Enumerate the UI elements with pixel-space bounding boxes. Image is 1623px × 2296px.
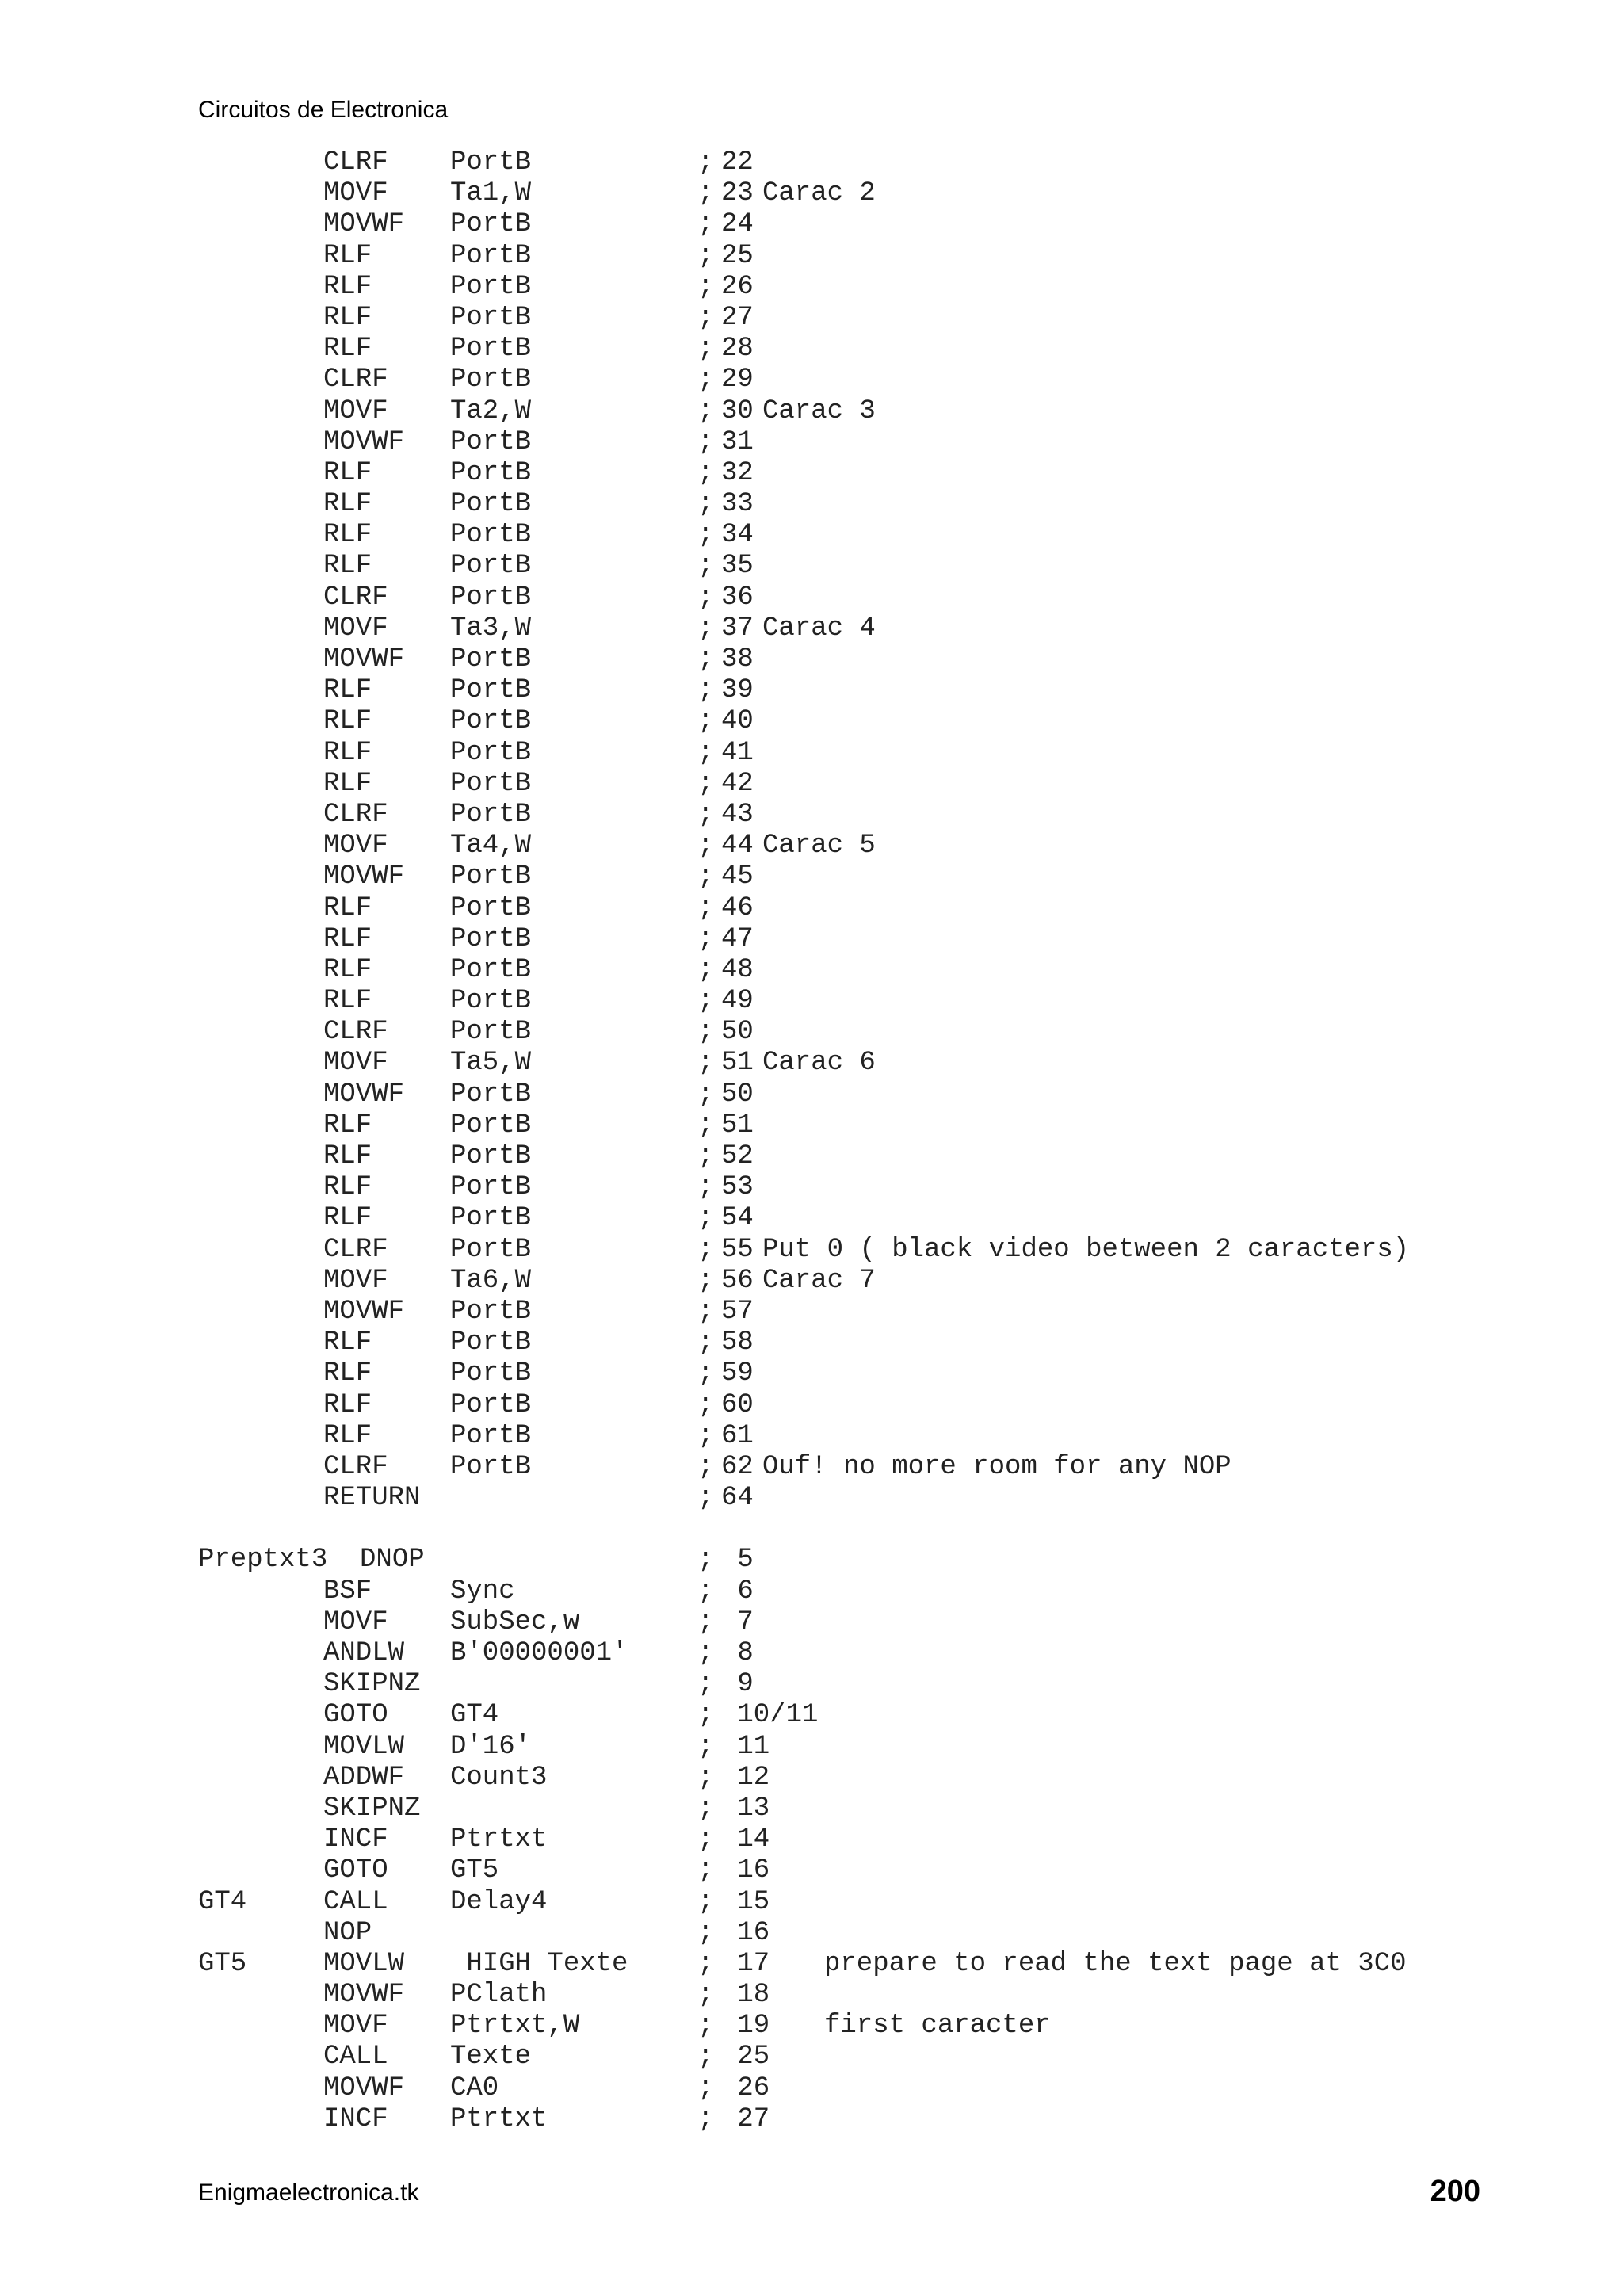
code-operand: HIGH Texte: [450, 1948, 628, 1979]
code-comment-marker: ;: [697, 1638, 714, 1668]
code-comment: Carac 6: [762, 1048, 876, 1079]
code-opcode: ADDWF: [323, 1762, 405, 1793]
code-comment-marker: ;: [697, 1296, 714, 1327]
code-comment-marker: ;: [697, 613, 714, 644]
code-comment-marker: ;: [697, 799, 714, 830]
code-opcode: CLRF: [323, 1451, 388, 1482]
code-opcode: CLRF: [323, 582, 388, 613]
code-opcode: RLF: [323, 675, 372, 706]
code-operand: PortB: [450, 457, 532, 488]
code-comment-marker: ;: [697, 2073, 714, 2103]
code-cycle-count: 26: [721, 2073, 770, 2103]
code-cycle-count: 49: [721, 986, 754, 1017]
code-cycle-count: 5: [721, 1545, 754, 1576]
code-operand: PortB: [450, 986, 532, 1017]
code-cycle-count: 17: [721, 1948, 770, 1979]
code-comment-marker: ;: [697, 1203, 714, 1234]
code-comment: Carac 4: [762, 613, 876, 644]
code-comment-marker: ;: [697, 706, 714, 737]
code-comment: first caracter: [824, 2011, 1051, 2042]
code-cycle-count: 23: [721, 178, 754, 209]
code-comment-marker: ;: [697, 1328, 714, 1358]
code-cycle-count: 46: [721, 892, 754, 923]
code-operand: PortB: [450, 768, 532, 799]
code-comment: Put 0 ( black video between 2 caracters): [762, 1234, 1410, 1265]
code-comment-marker: ;: [697, 1420, 714, 1451]
code-opcode: CALL: [323, 1886, 388, 1917]
code-opcode: MOVWF: [323, 2073, 405, 2103]
code-opcode: RLF: [323, 240, 372, 271]
code-opcode: MOVWF: [323, 644, 405, 674]
code-cycle-count: 18: [721, 1980, 770, 2011]
code-comment-marker: ;: [697, 2011, 714, 2042]
code-opcode: CLRF: [323, 799, 388, 830]
code-label: GT4: [198, 1886, 247, 1917]
code-operand: GT5: [450, 1855, 499, 1886]
code-opcode: MOVF: [323, 2011, 388, 2042]
code-opcode: SKIPNZ: [323, 1669, 421, 1700]
code-operand: PortB: [450, 240, 532, 271]
code-opcode: RLF: [323, 1420, 372, 1451]
code-opcode: RLF: [323, 954, 372, 985]
code-label: Preptxt3 DNOP: [198, 1545, 425, 1576]
code-comment-marker: ;: [697, 1545, 714, 1576]
code-comment-marker: ;: [697, 1234, 714, 1265]
code-cycle-count: 44: [721, 831, 754, 861]
code-comment-marker: ;: [697, 1017, 714, 1048]
code-opcode: MOVLW: [323, 1948, 405, 1979]
code-comment: Carac 2: [762, 178, 876, 209]
code-comment-marker: ;: [697, 1265, 714, 1296]
code-opcode: RLF: [323, 1203, 372, 1234]
code-cycle-count: 25: [721, 240, 754, 271]
code-comment: Carac 3: [762, 395, 876, 426]
code-operand: CA0: [450, 2073, 499, 2103]
code-cycle-count: 24: [721, 209, 754, 240]
code-operand: PortB: [450, 147, 532, 178]
page-header: Circuitos de Electronica: [198, 97, 449, 123]
code-cycle-count: 61: [721, 1420, 754, 1451]
code-comment-marker: ;: [697, 1576, 714, 1606]
code-operand: PortB: [450, 892, 532, 923]
code-opcode: MOVWF: [323, 1079, 405, 1110]
code-comment-marker: ;: [697, 489, 714, 520]
code-opcode: MOVF: [323, 178, 388, 209]
code-cycle-count: 34: [721, 520, 754, 551]
code-operand: PortB: [450, 489, 532, 520]
code-cycle-count: 16: [721, 1917, 770, 1948]
code-opcode: RLF: [323, 1328, 372, 1358]
code-operand: Texte: [450, 2042, 532, 2073]
code-opcode: NOP: [323, 1917, 372, 1948]
code-operand: PortB: [450, 1451, 532, 1482]
code-comment-marker: ;: [697, 1141, 714, 1171]
code-cycle-count: 13: [721, 1793, 770, 1824]
code-operand: PortB: [450, 644, 532, 674]
code-opcode: RLF: [323, 334, 372, 365]
code-comment: Ouf! no more room for any NOP: [762, 1451, 1232, 1482]
code-operand: Count3: [450, 1762, 548, 1793]
code-comment-marker: ;: [697, 1048, 714, 1079]
code-comment-marker: ;: [697, 1762, 714, 1793]
code-operand: PortB: [450, 365, 532, 395]
code-comment-marker: ;: [697, 271, 714, 302]
code-opcode: RLF: [323, 1172, 372, 1203]
code-comment-marker: ;: [697, 178, 714, 209]
code-comment-marker: ;: [697, 2103, 714, 2134]
code-comment-marker: ;: [697, 1824, 714, 1855]
code-operand: B'00000001': [450, 1638, 628, 1668]
code-opcode: RLF: [323, 986, 372, 1017]
code-comment-marker: ;: [697, 365, 714, 395]
code-comment-marker: ;: [697, 1855, 714, 1886]
code-comment-marker: ;: [697, 986, 714, 1017]
code-opcode: MOVF: [323, 395, 388, 426]
code-opcode: RLF: [323, 1358, 372, 1389]
code-operand: PortB: [450, 1420, 532, 1451]
code-opcode: RLF: [323, 923, 372, 954]
code-comment-marker: ;: [697, 675, 714, 706]
code-opcode: RLF: [323, 706, 372, 737]
code-operand: Ptrtxt,W: [450, 2011, 580, 2042]
code-comment-marker: ;: [697, 147, 714, 178]
code-cycle-count: 60: [721, 1389, 754, 1420]
code-opcode: SKIPNZ: [323, 1793, 421, 1824]
code-cycle-count: 51: [721, 1110, 754, 1140]
code-cycle-count: 22: [721, 147, 754, 178]
code-opcode: CALL: [323, 2042, 388, 2073]
code-operand: PortB: [450, 1017, 532, 1048]
code-cycle-count: 11: [721, 1731, 770, 1762]
code-opcode: MOVF: [323, 613, 388, 644]
code-cycle-count: 16: [721, 1855, 770, 1886]
footer-site: Enigmaelectronica.tk: [198, 2179, 419, 2206]
code-comment-marker: ;: [697, 551, 714, 582]
code-cycle-count: 54: [721, 1203, 754, 1234]
code-operand: Ptrtxt: [450, 1824, 548, 1855]
code-opcode: RLF: [323, 1110, 372, 1140]
code-cycle-count: 48: [721, 954, 754, 985]
code-operand: PortB: [450, 1203, 532, 1234]
code-operand: PortB: [450, 271, 532, 302]
code-opcode: RLF: [323, 489, 372, 520]
code-comment-marker: ;: [697, 1700, 714, 1731]
code-comment-marker: ;: [697, 302, 714, 333]
code-cycle-count: 45: [721, 861, 754, 892]
code-cycle-count: 28: [721, 334, 754, 365]
code-cycle-count: 15: [721, 1886, 770, 1917]
code-comment-marker: ;: [697, 768, 714, 799]
code-comment-marker: ;: [697, 395, 714, 426]
code-operand: Ta1,W: [450, 178, 532, 209]
code-cycle-count: 38: [721, 644, 754, 674]
code-opcode: RLF: [323, 1389, 372, 1420]
code-opcode: MOVWF: [323, 1980, 405, 2011]
code-cycle-count: 41: [721, 737, 754, 768]
code-operand: Delay4: [450, 1886, 548, 1917]
code-operand: D'16': [450, 1731, 532, 1762]
code-operand: PortB: [450, 520, 532, 551]
code-operand: PortB: [450, 675, 532, 706]
code-cycle-count: 36: [721, 582, 754, 613]
code-cycle-count: 43: [721, 799, 754, 830]
code-comment-marker: ;: [697, 1110, 714, 1140]
code-comment-marker: ;: [697, 1731, 714, 1762]
code-cycle-count: 27: [721, 302, 754, 333]
code-operand: PortB: [450, 551, 532, 582]
code-cycle-count: 33: [721, 489, 754, 520]
code-opcode: RLF: [323, 551, 372, 582]
code-cycle-count: 39: [721, 675, 754, 706]
code-cycle-count: 52: [721, 1141, 754, 1171]
code-cycle-count: 55: [721, 1234, 754, 1265]
code-opcode: RLF: [323, 1141, 372, 1171]
code-opcode: CLRF: [323, 147, 388, 178]
code-opcode: RLF: [323, 271, 372, 302]
code-cycle-count: 10/11: [721, 1700, 819, 1731]
code-opcode: RLF: [323, 302, 372, 333]
code-operand: SubSec,w: [450, 1606, 580, 1637]
code-comment: Carac 7: [762, 1265, 876, 1296]
code-cycle-count: 25: [721, 2042, 770, 2073]
code-cycle-count: 26: [721, 271, 754, 302]
code-operand: Ptrtxt: [450, 2103, 548, 2134]
code-operand: PortB: [450, 799, 532, 830]
code-comment-marker: ;: [697, 831, 714, 861]
code-comment-marker: ;: [697, 1793, 714, 1824]
code-operand: PortB: [450, 706, 532, 737]
code-cycle-count: 29: [721, 365, 754, 395]
code-comment-marker: ;: [697, 1483, 714, 1514]
code-comment-marker: ;: [697, 1886, 714, 1917]
code-operand: PortB: [450, 954, 532, 985]
code-cycle-count: 56: [721, 1265, 754, 1296]
code-operand: Ta5,W: [450, 1048, 532, 1079]
code-comment-marker: ;: [697, 892, 714, 923]
code-opcode: MOVLW: [323, 1731, 405, 1762]
code-comment-marker: ;: [697, 1606, 714, 1637]
code-cycle-count: 42: [721, 768, 754, 799]
code-cycle-count: 6: [721, 1576, 754, 1606]
code-opcode: BSF: [323, 1576, 372, 1606]
code-cycle-count: 50: [721, 1079, 754, 1110]
code-operand: Ta3,W: [450, 613, 532, 644]
code-operand: PortB: [450, 861, 532, 892]
code-operand: PortB: [450, 1358, 532, 1389]
code-cycle-count: 40: [721, 706, 754, 737]
code-opcode: ANDLW: [323, 1638, 405, 1668]
code-opcode: MOVF: [323, 831, 388, 861]
code-opcode: RLF: [323, 457, 372, 488]
code-opcode: CLRF: [323, 1017, 388, 1048]
code-opcode: GOTO: [323, 1700, 388, 1731]
code-comment-marker: ;: [697, 334, 714, 365]
code-comment-marker: ;: [697, 1389, 714, 1420]
code-comment-marker: ;: [697, 1079, 714, 1110]
code-cycle-count: 9: [721, 1669, 754, 1700]
code-operand: PortB: [450, 426, 532, 457]
code-opcode: RLF: [323, 892, 372, 923]
code-label: GT5: [198, 1948, 247, 1979]
code-operand: PortB: [450, 1079, 532, 1110]
code-comment-marker: ;: [697, 2042, 714, 2073]
code-operand: PortB: [450, 1110, 532, 1140]
code-opcode: RLF: [323, 768, 372, 799]
code-opcode: CLRF: [323, 365, 388, 395]
code-opcode: MOVF: [323, 1048, 388, 1079]
code-operand: PortB: [450, 209, 532, 240]
code-cycle-count: 53: [721, 1172, 754, 1203]
code-operand: PortB: [450, 1296, 532, 1327]
code-opcode: INCF: [323, 1824, 388, 1855]
code-comment-marker: ;: [697, 737, 714, 768]
code-opcode: RLF: [323, 520, 372, 551]
code-operand: Ta6,W: [450, 1265, 532, 1296]
code-operand: PortB: [450, 302, 532, 333]
code-opcode: RETURN: [323, 1483, 421, 1514]
code-cycle-count: 27: [721, 2103, 770, 2134]
code-cycle-count: 59: [721, 1358, 754, 1389]
code-cycle-count: 12: [721, 1762, 770, 1793]
code-comment-marker: ;: [697, 426, 714, 457]
code-comment-marker: ;: [697, 520, 714, 551]
code-cycle-count: 19: [721, 2011, 770, 2042]
code-opcode: MOVF: [323, 1606, 388, 1637]
code-comment-marker: ;: [697, 1669, 714, 1700]
code-comment-marker: ;: [697, 240, 714, 271]
code-operand: PortB: [450, 1234, 532, 1265]
code-cycle-count: 47: [721, 923, 754, 954]
code-cycle-count: 14: [721, 1824, 770, 1855]
code-operand: PortB: [450, 1172, 532, 1203]
code-comment-marker: ;: [697, 1980, 714, 2011]
code-cycle-count: 32: [721, 457, 754, 488]
code-cycle-count: 37: [721, 613, 754, 644]
code-opcode: MOVF: [323, 1265, 388, 1296]
code-operand: Sync: [450, 1576, 515, 1606]
code-comment-marker: ;: [697, 457, 714, 488]
code-cycle-count: 35: [721, 551, 754, 582]
code-comment-marker: ;: [697, 582, 714, 613]
code-comment-marker: ;: [697, 209, 714, 240]
code-comment-marker: ;: [697, 1948, 714, 1979]
code-cycle-count: 58: [721, 1328, 754, 1358]
code-cycle-count: 51: [721, 1048, 754, 1079]
code-opcode: GOTO: [323, 1855, 388, 1886]
code-operand: PortB: [450, 923, 532, 954]
code-opcode: MOVWF: [323, 1296, 405, 1327]
code-comment: Carac 5: [762, 831, 876, 861]
code-operand: Ta2,W: [450, 395, 532, 426]
code-operand: PortB: [450, 737, 532, 768]
code-opcode: RLF: [323, 737, 372, 768]
code-comment-marker: ;: [697, 923, 714, 954]
code-operand: Ta4,W: [450, 831, 532, 861]
code-cycle-count: 30: [721, 395, 754, 426]
code-opcode: MOVWF: [323, 861, 405, 892]
code-operand: PortB: [450, 1141, 532, 1171]
code-operand: PortB: [450, 1389, 532, 1420]
code-operand: PortB: [450, 582, 532, 613]
code-operand: PortB: [450, 1328, 532, 1358]
code-cycle-count: 50: [721, 1017, 754, 1048]
code-comment-marker: ;: [697, 861, 714, 892]
code-comment-marker: ;: [697, 1451, 714, 1482]
code-comment-marker: ;: [697, 1917, 714, 1948]
code-cycle-count: 31: [721, 426, 754, 457]
code-operand: PortB: [450, 334, 532, 365]
code-operand: PClath: [450, 1980, 548, 2011]
code-cycle-count: 57: [721, 1296, 754, 1327]
code-comment-marker: ;: [697, 644, 714, 674]
code-opcode: MOVWF: [323, 426, 405, 457]
code-cycle-count: 62: [721, 1451, 754, 1482]
code-comment-marker: ;: [697, 954, 714, 985]
code-operand: GT4: [450, 1700, 499, 1731]
code-opcode: MOVWF: [323, 209, 405, 240]
code-comment: prepare to read the text page at 3C0: [824, 1948, 1407, 1979]
code-cycle-count: 8: [721, 1638, 754, 1668]
page-number: 200: [1430, 2175, 1480, 2208]
code-opcode: CLRF: [323, 1234, 388, 1265]
code-cycle-count: 7: [721, 1606, 754, 1637]
code-comment-marker: ;: [697, 1172, 714, 1203]
code-cycle-count: 64: [721, 1483, 754, 1514]
code-opcode: INCF: [323, 2103, 388, 2134]
code-comment-marker: ;: [697, 1358, 714, 1389]
